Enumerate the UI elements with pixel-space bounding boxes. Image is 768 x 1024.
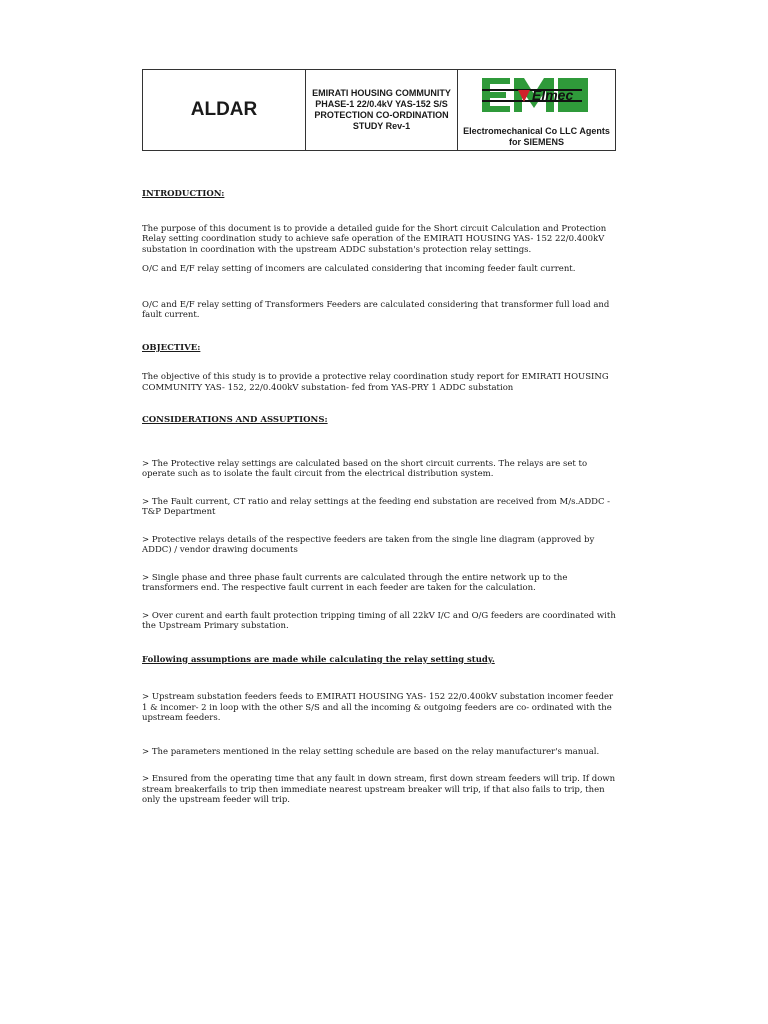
title-line: STUDY Rev-1 bbox=[352, 121, 411, 131]
assumptions-heading: Following assumptions are made while calculating the relay setting study. bbox=[142, 654, 495, 665]
consideration-item: > The Fault current, CT ratio and relay settings at the feeding end substation are received from M/s.ADDC - T&P Department bbox=[142, 496, 611, 517]
document-title bbox=[306, 70, 458, 150]
consideration-item: > Protective relays details of the respective feeders are taken from the single line diagram (approved by ADDC) / vendor drawing documents bbox=[142, 534, 595, 555]
objective-heading: OBJECTIVE: bbox=[142, 342, 201, 353]
title-line: PROTECTION CO-ORDINATION bbox=[314, 110, 449, 120]
introduction-paragraph: The purpose of this document is to provide a detailed guide for the Short circuit Calculation and Protection Relay setting coordination study to achieve safe operation of the EMIRATI HOUSING YAS- 152 22/0.400kV substation in coordination with the upstream ADDC substation's protection relay settings. bbox=[142, 223, 607, 255]
title-line: EMIRATI HOUSING COMMUNITY bbox=[312, 88, 451, 98]
client-name: ALDAR bbox=[143, 70, 306, 150]
assumption-item: > The parameters mentioned in the relay setting schedule are based on the relay manufacturer's manual. bbox=[142, 746, 600, 757]
company-cell bbox=[458, 70, 615, 150]
document-body bbox=[142, 189, 616, 806]
document-header bbox=[142, 69, 616, 151]
consideration-item: > Over curent and earth fault protection tripping timing of all 22kV I/C and O/G feeders are coordinated with the Upstream Primary substation. bbox=[142, 610, 616, 631]
svg-text:Elmec: Elmec bbox=[532, 87, 574, 103]
introduction-paragraph: O/C and E/F relay setting of incomers are calculated considering that incoming feeder fault current. bbox=[142, 264, 576, 274]
elmec-logo-icon bbox=[480, 76, 590, 114]
assumption-item: > Ensured from the operating time that any fault in down stream, first down stream feeders will trip. If down stream breakerfails to trip then immediate nearest upstream breaker will trip, if that also fails to trip, then only the upstream feeder will trip. bbox=[142, 774, 616, 805]
title-line: PHASE-1 22/0.4kV YAS-152 S/S bbox=[315, 99, 448, 109]
introduction-heading: INTRODUCTION: bbox=[142, 189, 225, 199]
objective-paragraph: The objective of this study is to provide a protective relay coordination study report for EMIRATI HOUSING COMMUNITY YAS- 152, 22/0.400kV substation- fed from YAS-PRY 1 ADDC substation bbox=[142, 372, 609, 393]
consideration-item: > The Protective relay settings are calculated based on the short circuit currents. The relays are set to operate such as to isolate the fault circuit from the electrical distribution system. bbox=[142, 458, 588, 479]
company-name bbox=[458, 126, 615, 148]
considerations-heading: CONSIDERATIONS AND ASSUPTIONS: bbox=[142, 415, 328, 425]
consideration-item: > Single phase and three phase fault currents are calculated through the entire network up to the transformers end. The respective fault current in each feeder are taken for the calculation. bbox=[142, 572, 568, 593]
introduction-paragraph: O/C and E/F relay setting of Transformers Feeders are calculated considering that transformer full load and fault current. bbox=[142, 299, 610, 320]
company-line: for SIEMENS bbox=[508, 137, 564, 147]
company-line: Electromechanical Co LLC Agents bbox=[463, 126, 610, 136]
assumption-item: > Upstream substation feeders feeds to EMIRATI HOUSING YAS- 152 22/0.400kV substation incomer feeder 1 & incomer- 2 in loop with the other S/S and all the incoming & outgoing feeders are co- ordinated with the upstream feeders. bbox=[142, 692, 614, 723]
